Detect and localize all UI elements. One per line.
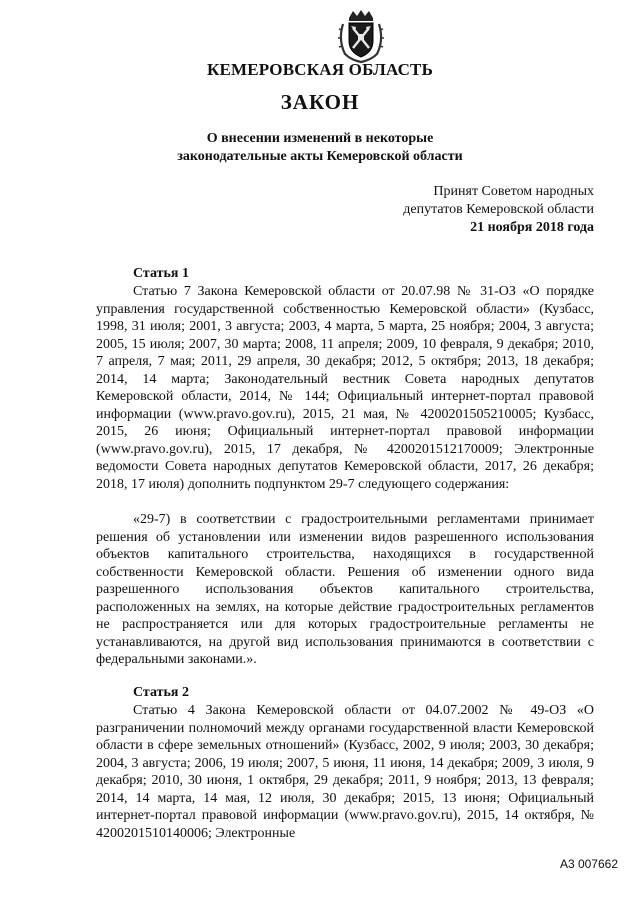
- kemerovo-coat-of-arms-icon: [335, 8, 387, 64]
- article-1-quote-paragraph: «29-7) в соответствии с градостроительными регламентами принимает решения об установлении или изменении видов разрешенного использования объектов капитального строительства, находящихся в государственной собственности Кемеровской области. Решения об изменении одного вида разрешенного использования объектов капитального строительства, расположенных на землях, на которые действие градостроительных регламентов не распространяется или для которых градостроительные регламенты не устанавливаются, на другой вид использования принимаются в соответствии с федеральными законами.».: [96, 512, 594, 667]
- article-2-body: [96, 702, 594, 842]
- document-type-title: ЗАКОН: [280, 90, 360, 114]
- region-title: КЕМЕРОВСКАЯ ОБЛАСТЬ: [206, 60, 434, 79]
- article-2-heading: Статья 2: [133, 685, 189, 700]
- article-1-paragraph: Статью 7 Закона Кемеровской области от 20.07.98 № 31-ОЗ «О порядке управления государственной собственностью Кемеровской области» (Кузбасс, 1998, 31 июля; 2001, 3 августа; 2003, 4 марта, 5 марта, 25 ноября; 2004, 3 августа; 2005, 15 июля; 2007, 30 марта; 2008, 11 апреля; 2009, 10 февраля, 9 декабря; 2010, 7 апреля, 7 мая; 2011, 29 апреля, 30 декабря; 2012, 5 октября; 2013, 18 декабря; 2014, 14 марта; Законодательный вестник Совета народных депутатов Кемеровской области, 2014, № 144; Официальный интернет-портал правовой информации (www.pravo.gov.ru), 2015, 21 мая, № 4200201505210005; Кузбасс, 2015, 26 июня; Официальный интернет-портал правовой информации (www.pravo.gov.ru), 2015, 17 декабря, № 4200201512170009; Электронные ведомости Совета народных депутатов Кемеровской области, 2017, 26 декабря; 2018, 17 июля) дополнить подпунктом 29-7 следующего содержания:: [96, 284, 594, 492]
- adoption-line-1: Принят Советом народных: [433, 184, 594, 199]
- law-subject-line-1: О внесении изменений в некоторые: [206, 131, 434, 146]
- article-2-paragraph: Статью 4 Закона Кемеровской области от 04.07.2002 № 49-ОЗ «О разграничении полномочий между органами государственной власти Кемеровской области в сфере земельных отношений» (Кузбасс, 2002, 9 июля; 2003, 30 декабря; 2004, 3 августа; 2006, 19 июля; 2007, 5 июня, 11 июня, 14 декабря; 2009, 3 июля, 9 декабря; 2010, 30 июня, 1 октября, 29 декабря; 2011, 9 ноября; 2013, 13 февраля; 2014, 14 марта, 14 мая, 12 июля, 30 декабря; 2015, 13 июня; Официальный интернет-портал правовой информации (www.pravo.gov.ru), 2015, 14 октября, № 4200201510140006; Электронные: [96, 703, 594, 841]
- adoption-date: 21 ноября 2018 года: [470, 220, 594, 235]
- form-serial-number: А3 007662: [559, 857, 618, 871]
- article-1-heading: Статья 1: [133, 266, 189, 281]
- adoption-block: [403, 183, 594, 237]
- article-1-body: [96, 283, 594, 493]
- law-subject-line-2: законодательные акты Кемеровской области: [177, 149, 463, 164]
- article-1-quote: [96, 511, 594, 669]
- law-subject: [0, 130, 640, 166]
- adoption-line-2: депутатов Кемеровской области: [403, 202, 594, 217]
